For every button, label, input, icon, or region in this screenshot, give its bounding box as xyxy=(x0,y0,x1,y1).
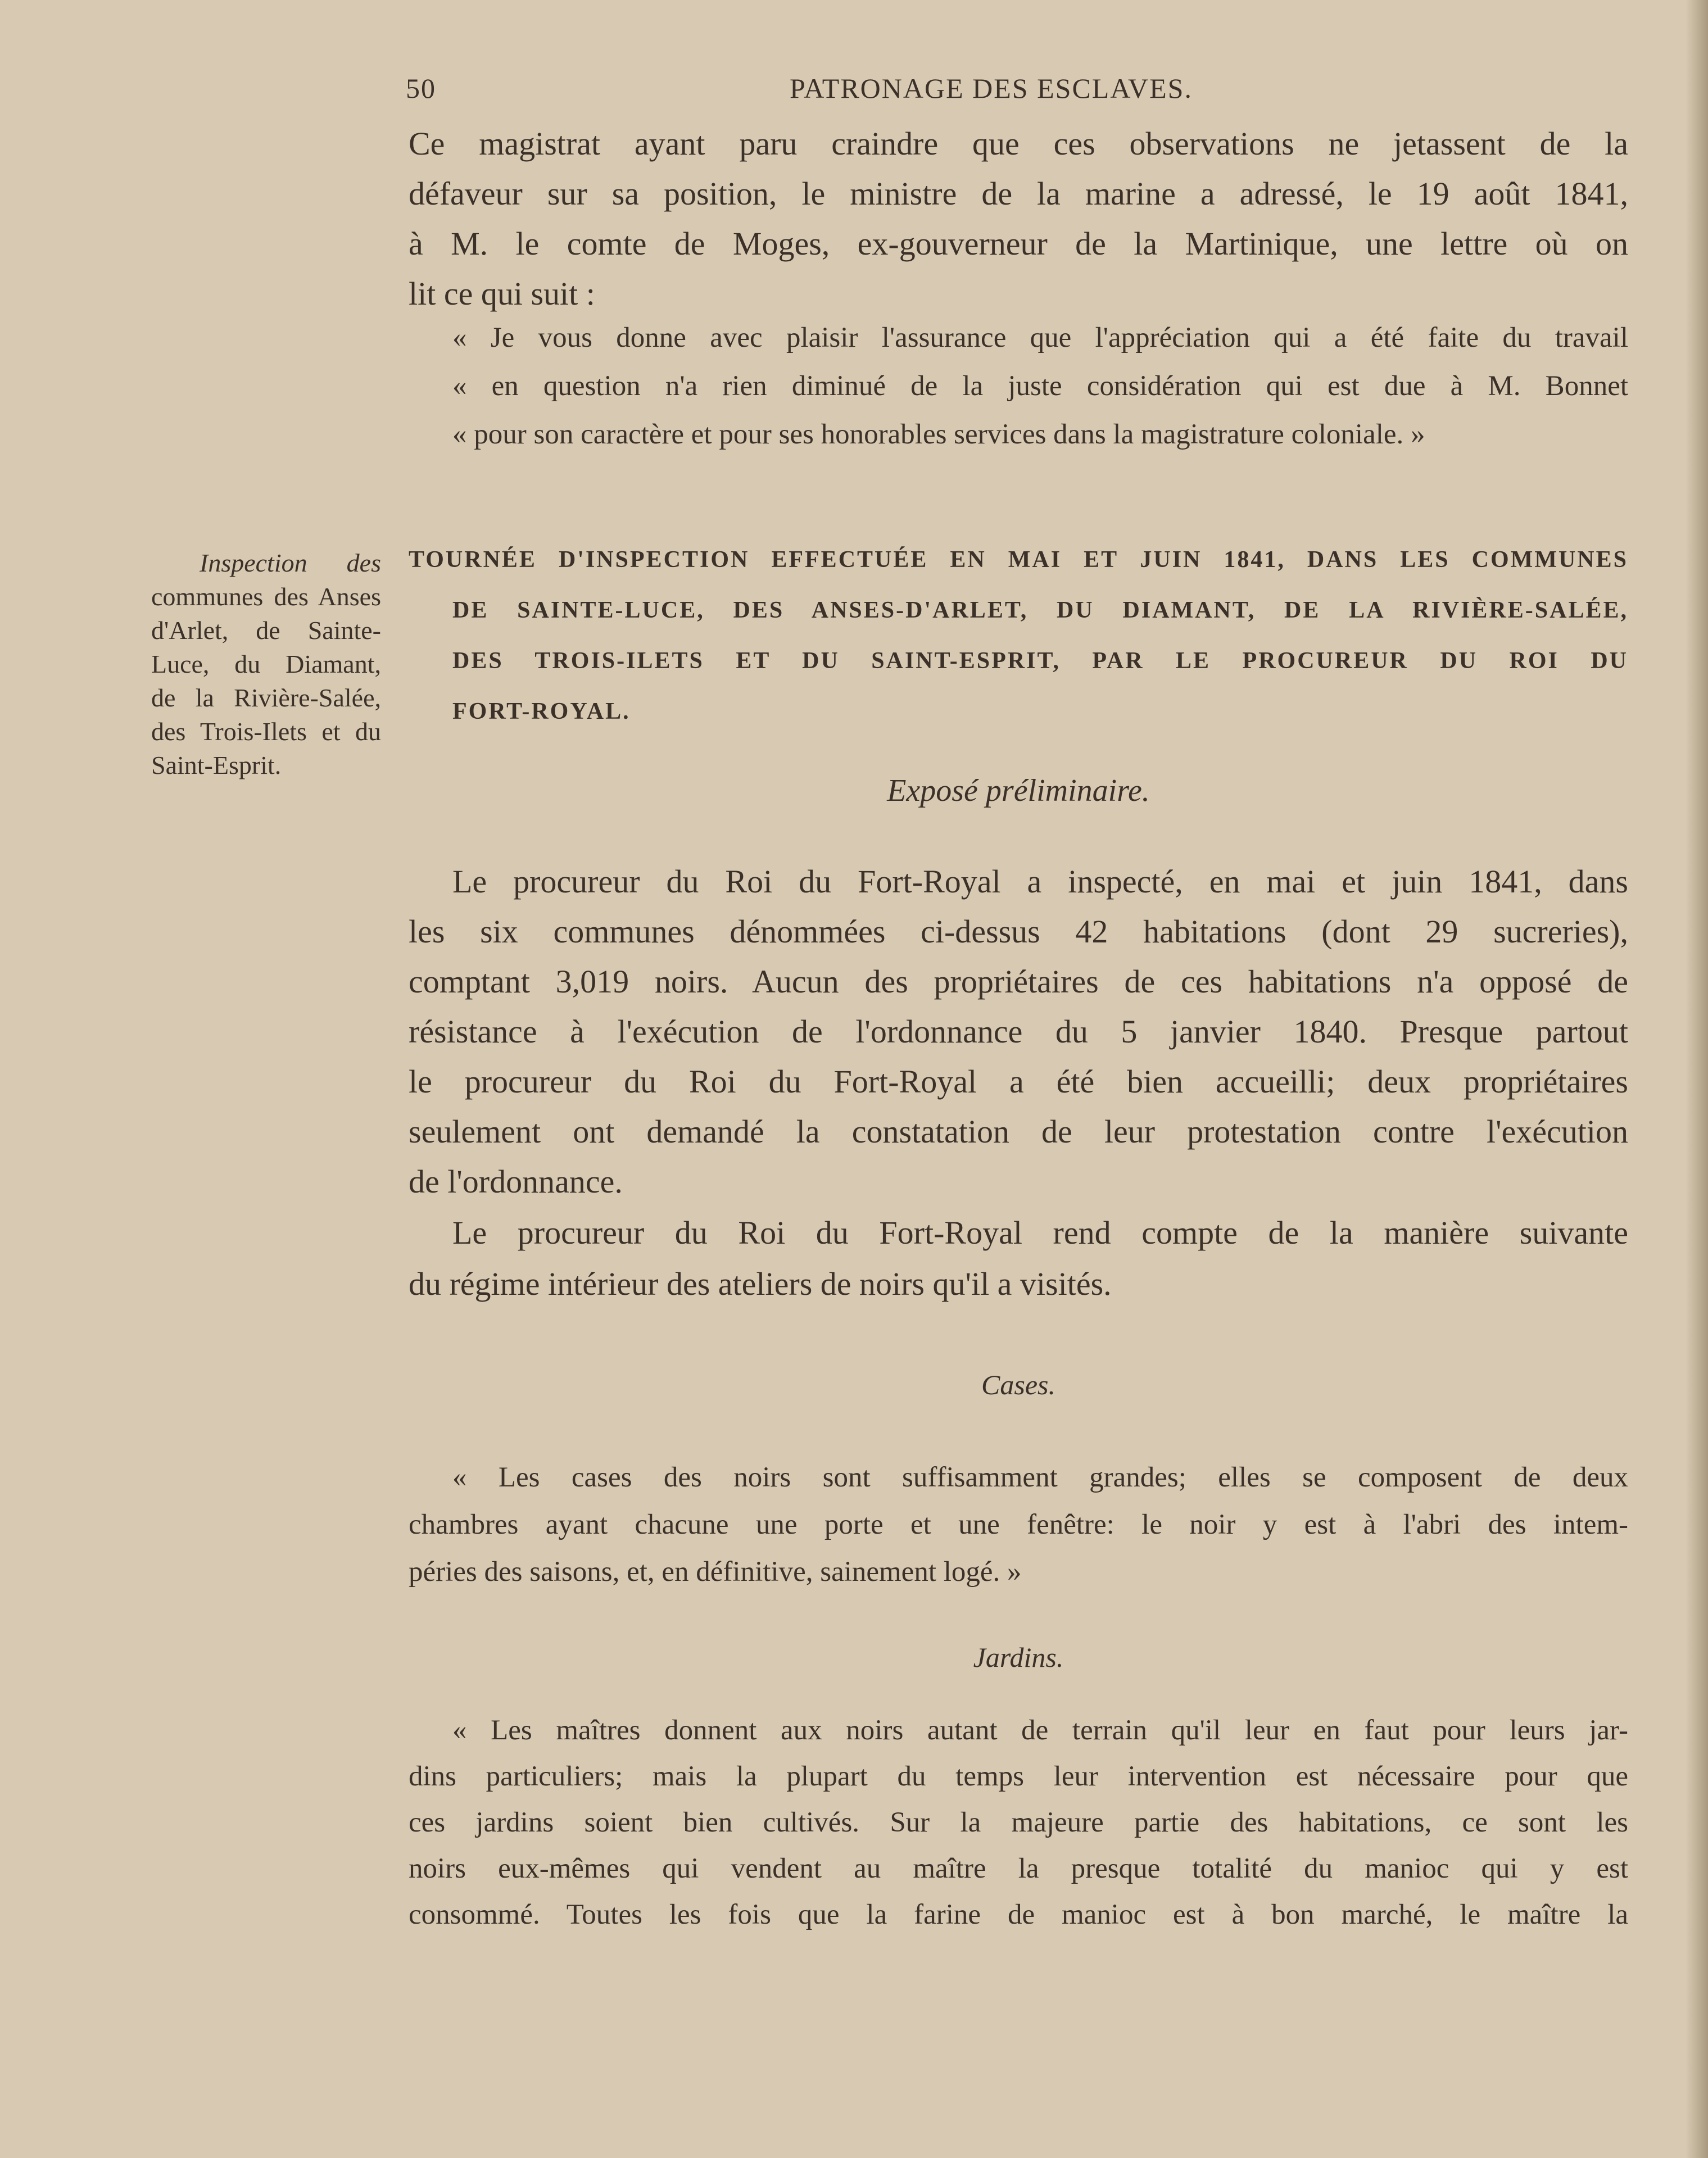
quote-paragraph-line: ces jardins soient bien cultivés. Sur la majeure partie des habitations, ce sont les xyxy=(409,1807,1628,1838)
quote-paragraph-line: péries des saisons, et, en définitive, sainement logé. » xyxy=(409,1556,1022,1588)
running-title: PATRONAGE DES ESCLAVES. xyxy=(790,72,1193,104)
margin-note-line: communes des Anses xyxy=(151,582,381,611)
paragraph-line: du régime intérieur des ateliers de noirs qu'il a visités. xyxy=(409,1266,1112,1302)
quote-paragraph-line: « Les maîtres donnent aux noirs autant de terrain qu'il leur en faut pour leurs jar- xyxy=(452,1715,1628,1746)
section-heading-line: DE SAINTE-LUCE, DES ANSES-D'ARLET, DU DIAMANT, DE LA RIVIÈRE-SALÉE, xyxy=(452,597,1628,623)
page-number: 50 xyxy=(406,72,436,104)
quote-paragraph-line: consommé. Toutes les fois que la farine de manioc est à bon marché, le maître la xyxy=(409,1899,1628,1930)
page-edge-shadow xyxy=(1686,0,1708,2158)
paragraph-line: Ce magistrat ayant paru craindre que ces observations ne jetassent de la xyxy=(409,125,1628,162)
paragraph-line: à M. le comte de Moges, ex-gouverneur de la Martinique, une lettre où on xyxy=(409,225,1628,262)
margin-note-line: des Trois-Ilets et du xyxy=(151,717,381,746)
section-heading-line: FORT-ROYAL. xyxy=(452,699,631,724)
section-heading-line: DES TROIS-ILETS ET DU SAINT-ESPRIT, PAR LE PROCUREUR DU ROI DU xyxy=(452,648,1628,674)
margin-note-line: de la Rivière-Salée, xyxy=(151,683,381,712)
quote-line: « pour son caractère et pour ses honorables services dans la magistrature coloniale. » xyxy=(452,419,1425,450)
paragraph-line: seulement ont demandé la constatation de leur protestation contre l'exécution xyxy=(409,1113,1628,1150)
paragraph-line: Le procureur du Roi du Fort-Royal a inspecté, en mai et juin 1841, dans xyxy=(452,863,1628,900)
margin-note-line: Saint-Esprit. xyxy=(151,751,282,779)
paragraph-line: de l'ordonnance. xyxy=(409,1163,623,1200)
paragraph-line: comptant 3,019 noirs. Aucun des propriétaires de ces habitations n'a opposé de xyxy=(409,963,1628,1000)
margin-note-line: Inspection des xyxy=(200,548,381,577)
quote-line: « Je vous donne avec plaisir l'assurance que l'appréciation qui a été faite du travail xyxy=(452,322,1628,353)
section-subheading: Cases. xyxy=(981,1369,1055,1400)
paragraph-line: résistance à l'exécution de l'ordonnance du 5 janvier 1840. Presque partout xyxy=(409,1013,1628,1050)
paragraph-line: lit ce qui suit : xyxy=(409,275,595,312)
quote-paragraph-line: chambres ayant chacune une porte et une fenêtre: le noir y est à l'abri des intem- xyxy=(409,1509,1628,1540)
section-heading-line: TOURNÉE D'INSPECTION EFFECTUÉE EN MAI ET JUIN 1841, DANS LES COMMUNES xyxy=(409,547,1628,573)
quote-line: « en question n'a rien diminué de la juste considération qui est due à M. Bonnet xyxy=(452,370,1628,402)
quote-paragraph-line: dins particuliers; mais la plupart du temps leur intervention est nécessaire pour que xyxy=(409,1761,1628,1792)
section-subheading: Exposé préliminaire. xyxy=(887,773,1150,808)
quote-paragraph-line: noirs eux-mêmes qui vendent au maître la presque totalité du manioc qui y est xyxy=(409,1853,1628,1884)
paragraph-line: Le procureur du Roi du Fort-Royal rend compte de la manière suivante xyxy=(452,1214,1628,1251)
paragraph-line: les six communes dénommées ci-dessus 42 habitations (dont 29 sucreries), xyxy=(409,913,1628,950)
section-subheading: Jardins. xyxy=(973,1642,1064,1673)
paragraph-line: le procureur du Roi du Fort-Royal a été bien accueilli; deux propriétaires xyxy=(409,1063,1628,1100)
paragraph-line: défaveur sur sa position, le ministre de la marine a adressé, le 19 août 1841, xyxy=(409,175,1628,212)
margin-note-line: d'Arlet, de Sainte- xyxy=(151,616,381,645)
margin-note-line: Luce, du Diamant, xyxy=(151,650,381,678)
quote-paragraph-line: « Les cases des noirs sont suffisamment grandes; elles se composent de deux xyxy=(452,1462,1628,1493)
